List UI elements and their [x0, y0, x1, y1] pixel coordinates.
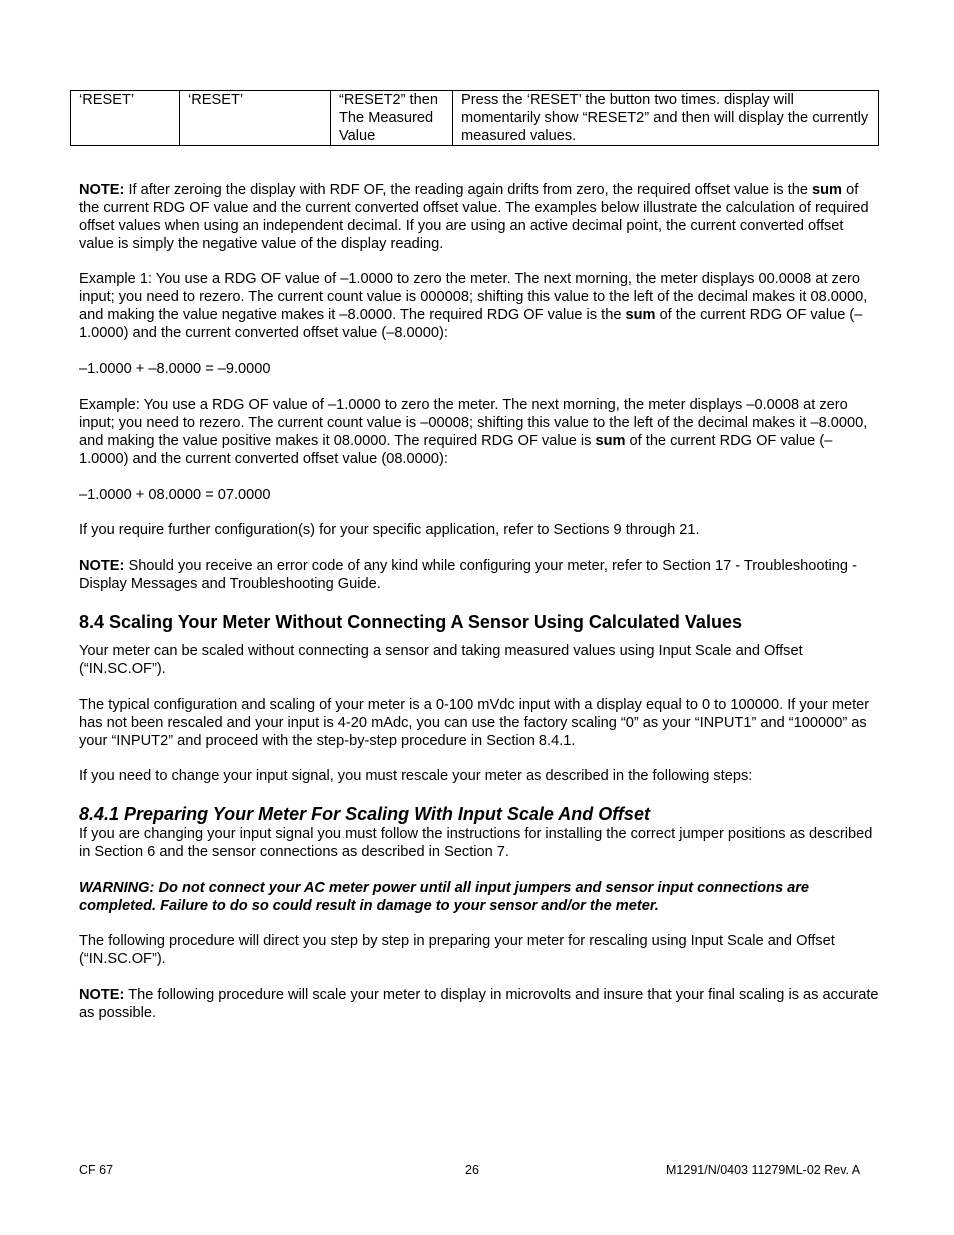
reset-command-table	[70, 90, 879, 146]
further-config-paragraph: If you require further configuration(s) for your specific application, refer to Sections 9 through 21.	[79, 522, 700, 538]
table-cell: ‘RESET’	[71, 91, 180, 146]
note-text: of the current RDG OF value and the current converted offset value. The examples below illustrate the calculation of required offset values when using an independent decimal. If you are using an active decimal point, the current converted offset value is simply the negative value of the display reading.	[79, 182, 869, 252]
example-text: of the current RDG OF value (–1.0000) and the current converted offset value (08.0000):	[79, 433, 833, 467]
table-cell: ‘RESET’	[180, 91, 331, 146]
note-paragraph	[79, 986, 879, 1022]
example-text: Example: You use a RDG OF value of –1.0000 to zero the meter. The next morning, the meter displays –0.0008 at zero input; you need to rezero. The current count value is –00008; shifting this value to the left of the decimal makes it –8.0000, and making the value positive makes it 08.0000. The required RDG OF value is	[79, 397, 868, 449]
note-paragraph	[79, 557, 879, 593]
table-row	[71, 91, 879, 146]
example-2-equation: –1.0000 + 08.0000 = 07.0000	[79, 487, 271, 503]
note-text: Should you receive an error code of any kind while configuring your meter, refer to Section 17 - Troubleshooting -Display Messages and Troubleshooting Guide.	[79, 558, 857, 592]
note-emphasis: sum	[812, 182, 843, 198]
note-label: NOTE:	[79, 558, 125, 574]
footer-right: M1291/N/0403 11279ML-02 Rev. A	[666, 1163, 861, 1177]
footer-left: CF 67	[79, 1163, 114, 1177]
paragraph: If you need to change your input signal, you must rescale your meter as described in the following steps:	[79, 768, 753, 784]
subsection-heading: 8.4.1 Preparing Your Meter For Scaling With Input Scale And Offset	[79, 804, 650, 824]
table-cell: “RESET2” then The Measured Value	[331, 91, 453, 146]
example-1-equation: –1.0000 + –8.0000 = –9.0000	[79, 361, 271, 377]
paragraph: Your meter can be scaled without connecting a sensor and taking measured values using Input Scale and Offset (“IN.SC.OF”).	[79, 643, 803, 677]
example-2-paragraph	[79, 396, 879, 468]
paragraph: The typical configuration and scaling of your meter is a 0-100 mVdc input with a display equal to 0 to 100000. If your meter has not been rescaled and your input is 4-20 mAdc, you can use the factory scaling “0” as your “INPUT1” and “100000” as your “INPUT2” and proceed with the step-by-step procedure in Section 8.4.1.	[79, 697, 870, 749]
page-number: 26	[465, 1163, 479, 1177]
example-1-paragraph	[79, 270, 879, 342]
section-heading: 8.4 Scaling Your Meter Without Connecting A Sensor Using Calculated Values	[79, 612, 742, 632]
example-emphasis: sum	[595, 433, 626, 449]
example-emphasis: sum	[625, 307, 656, 323]
paragraph: If you are changing your input signal you must follow the instructions for installing the correct jumper positions as described in Section 6 and the sensor connections as described in Section 7.	[79, 826, 873, 860]
example-text: of the current RDG OF value (–1.0000) and the current converted offset value (–8.0000):	[79, 307, 863, 341]
note-paragraph	[79, 181, 879, 253]
note-label: NOTE:	[79, 987, 125, 1003]
note-label: NOTE:	[79, 182, 125, 198]
example-text: Example 1: You use a RDG OF value of –1.0000 to zero the meter. The next morning, the meter displays 00.0008 at zero input; you need to rezero. The current count value is 000008; shifting this value to the left of the decimal makes it 08.0000, and making the value negative makes it –8.0000. The required RDG OF value is the	[79, 271, 868, 323]
note-text: The following procedure will scale your meter to display in microvolts and insure that your final scaling is as accurate as possible.	[79, 987, 879, 1021]
note-text: If after zeroing the display with RDF OF, the reading again drifts from zero, the required offset value is the	[124, 182, 813, 198]
table-cell: Press the ‘RESET’ the button two times. display will momentarily show “RESET2” and then will display the currently measured values.	[453, 91, 879, 146]
paragraph: The following procedure will direct you step by step in preparing your meter for rescaling using Input Scale and Offset (“IN.SC.OF”).	[79, 933, 835, 967]
warning-paragraph: WARNING: Do not connect your AC meter power until all input jumpers and sensor input connections are completed. Failure to do so could result in damage to your sensor and/or the meter.	[79, 880, 810, 914]
